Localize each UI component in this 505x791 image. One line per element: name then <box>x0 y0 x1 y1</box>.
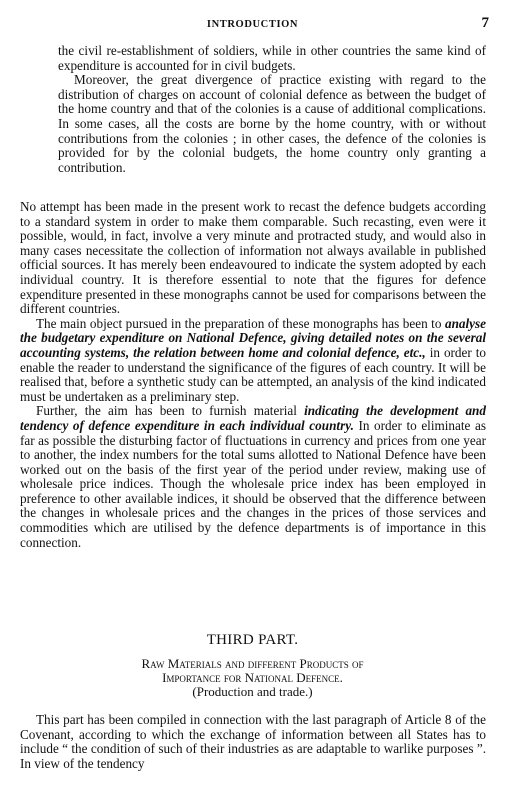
paragraph-main-object-text-b: in order to enable the reader to understand the significance of the figures of each country. It will be realised that, before a synthetic study can be attempted, an analysis of the kind indicated must be undertaken as a preliminary step. <box>20 344 486 404</box>
running-title: INTRODUCTION <box>206 19 299 30</box>
section-heading: THIRD PART. <box>206 632 299 648</box>
paragraph-further-emphasis: indicating the development and tendency of defence expenditure in each individual country. <box>20 403 486 433</box>
main-text-block <box>20 200 486 550</box>
section-subtitle-line-2: Importance for National Defence. <box>162 670 343 685</box>
paragraph-no-attempt: No attempt has been made in the present work to recast the defence budgets according to a standard system in order to make them comparable. Such recasting, even were it possible, would, in fact, involve a very minute and protracted study, and would also in many cases necessitate the collection of information not always available in published official sources. It has merely been endeavoured to indicate the system adopted by each individual country. It is therefore essential to note that the figures for defence expenditure presented in these monographs cannot be used for comparisons between the different countries. <box>20 199 486 317</box>
running-header <box>0 15 505 34</box>
paragraph-main-object-text-a: The main object pursued in the preparation of these monographs has been to <box>36 315 445 331</box>
paragraph-further-text-b: In order to eliminate as far as possible the disturbing factor of fluctuations in currency and prices from one year to another, the index numbers for the total sums allotted to National Defence have been worked out on the basis of the first year of the period under review, making use of wholesale price indices. Though the wholesale price index has been employed in preference to other available indices, it should be observed that the difference between the changes in wholesale prices and the changes in the prices of those services and commodities which are utilised by the defence departments is of importance in this connection. <box>20 417 486 550</box>
third-part-text-block <box>20 713 486 771</box>
paragraph-further-text-a: Further, the aim has been to furnish material <box>36 403 305 419</box>
indented-note-block <box>58 44 486 175</box>
paragraph-covenant: This part has been compiled in connection with the last paragraph of Article 8 of the Covenant, according to which the exchange of information between all States has to include “ the condition of such of their industries as are adaptable to warlike purposes ”. In view of the tendency <box>20 712 486 771</box>
paragraph-main-object-emphasis: analyse the budgetary expenditure on National Defence, giving detailed notes on the several accounting systems, the relation between home and colonial defence, etc., <box>20 315 486 360</box>
section-subtitle-line-1: Raw Materials and different Products of <box>141 656 364 671</box>
section-subtitle-line-3: (Production and trade.) <box>192 684 313 699</box>
paragraph-continuation: the civil re-establishment of soldiers, while in other countries the same kind of expenditure is accounted for in civil budgets. <box>58 43 486 73</box>
paragraph-further <box>20 404 486 550</box>
paragraph-colonial-defence: Moreover, the great divergence of practice existing with regard to the distribution of charges on account of colonial defence as between the budget of the home country and that of the colonies is a cause of additional complications. In some cases, all the costs are borne by the home country, with or without contributions from the colonies ; in other cases, the defence of the colonies is provided for by the colonial budgets, the home country only granting a contribution. <box>58 72 486 175</box>
paragraph-main-object <box>20 317 486 405</box>
page-number: 7 <box>481 15 489 31</box>
